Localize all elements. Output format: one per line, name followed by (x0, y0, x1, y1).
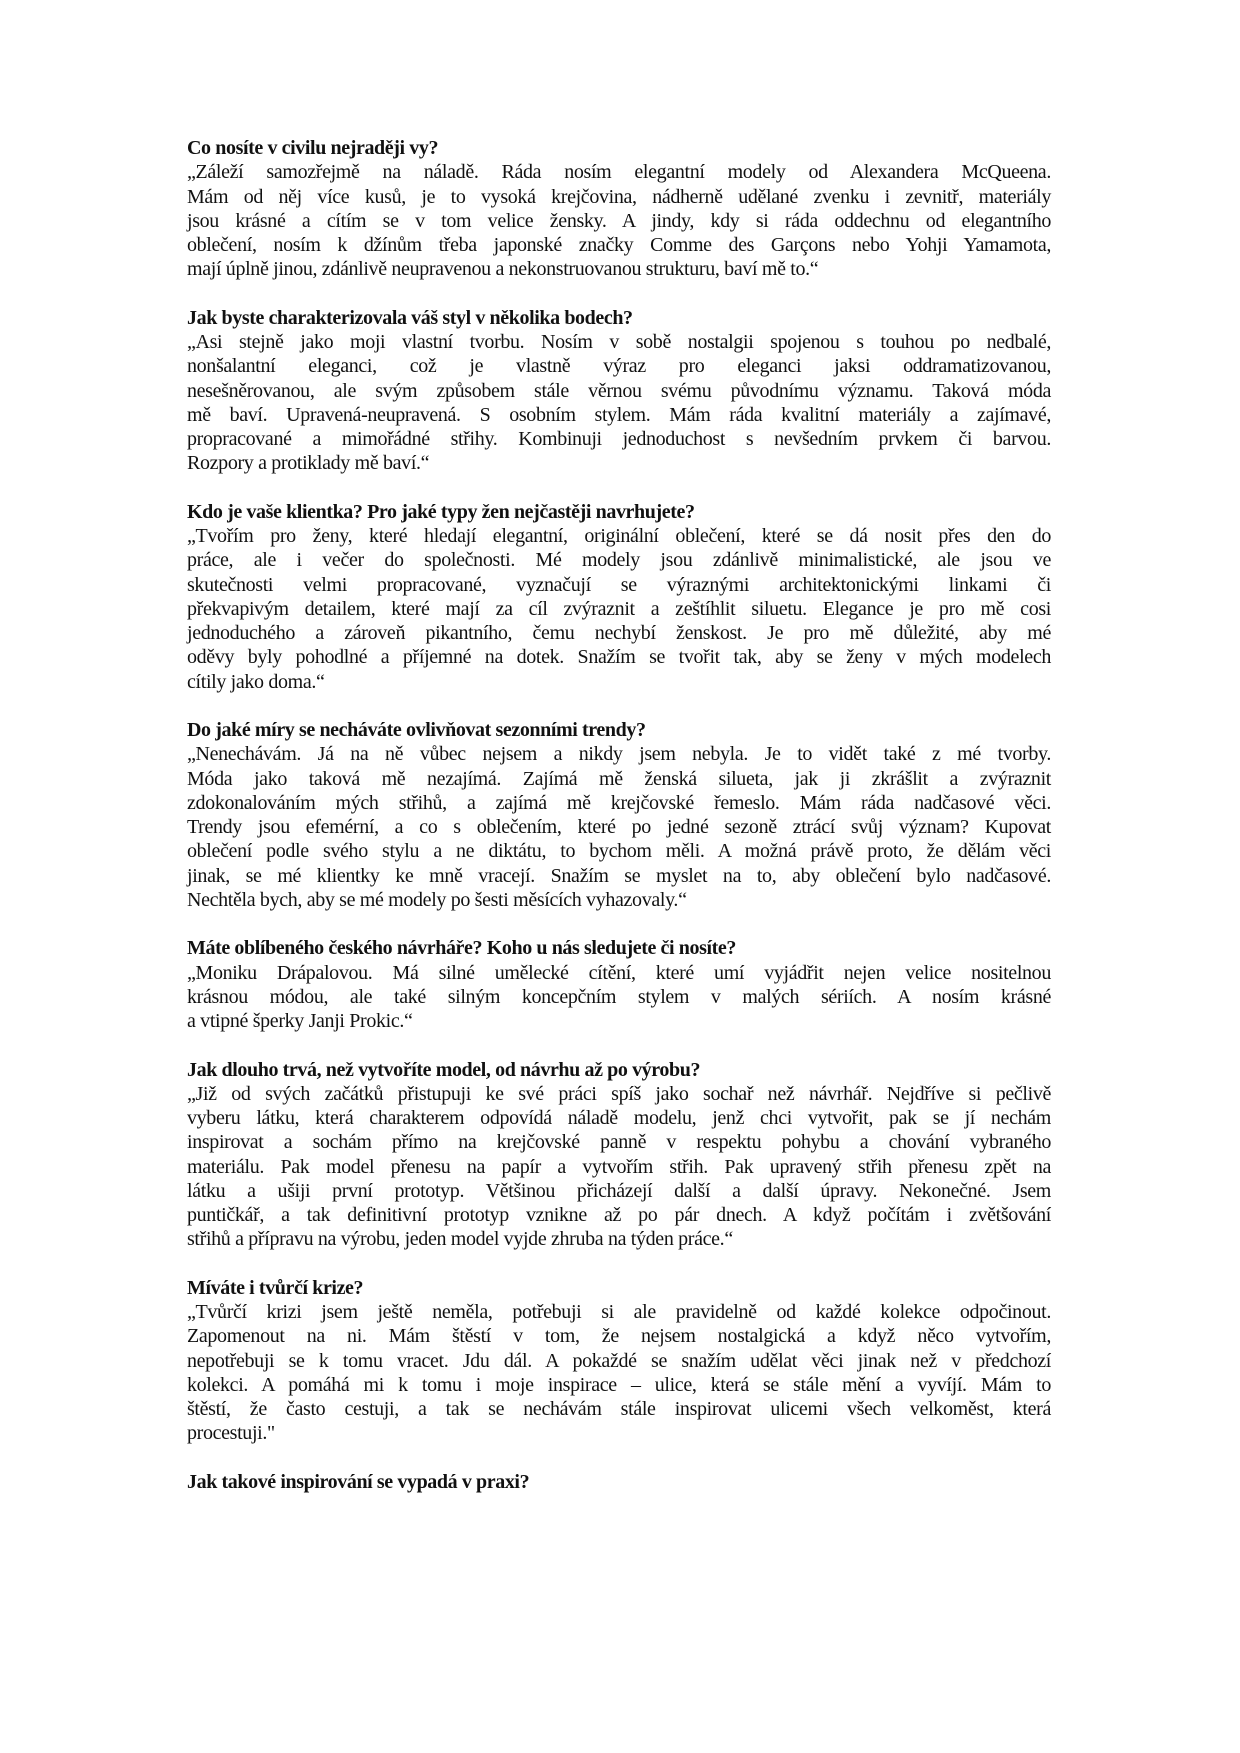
answer-line: jinak, se mé klientky ke mně vracejí. Snažím se myslet na to, aby oblečení bylo nadčasové. (187, 864, 1051, 887)
qa-section (187, 136, 1051, 282)
answer-line: „Moniku Drápalovou. Má silné umělecké cítění, které umí vyjádřit nejen velice nositelnou (187, 961, 1051, 984)
paragraph-gap (187, 912, 1051, 936)
answer-line: látku a ušiji první prototyp. Většinou přicházejí další a další úpravy. Nekonečné. Jsem (187, 1179, 1051, 1202)
paragraph-gap (187, 1033, 1051, 1057)
answer-line: a vtipné šperky Janji Prokic.“ (187, 1010, 413, 1032)
paragraph-gap (187, 694, 1051, 718)
qa-section (187, 718, 1051, 912)
answer-line: Zapomenout na ni. Mám štěstí v tom, že nejsem nostalgická a když něco vytvořím, (187, 1325, 1051, 1348)
question-heading: Jak dlouho trvá, než vytvoříte model, od návrhu až po výrobu? (187, 1058, 701, 1081)
answer-line: procestuji." (187, 1422, 275, 1445)
answer-line: Móda jako taková mě nezajímá. Zajímá mě ženská silueta, jak ji zkrášlit a zvýraznit (187, 767, 1051, 790)
qa-section (187, 936, 1051, 1033)
answer-line: mají úplně jinou, zdánlivě neupravenou a nekonstruovanou strukturu, baví mě to.“ (187, 258, 819, 281)
answer-line: „Již od svých začátků přistupuji ke své práci spíš jako sochař než návrhář. Nejdříve si pečlivě (187, 1082, 1051, 1105)
answer-line: propracované a mimořádné střihy. Kombinuji jednoduchost s nevšedním prvkem či barvou. (187, 428, 1051, 450)
answer-line: „Tvořím pro ženy, které hledají elegantní, originální oblečení, které se dá nosit přes den do (187, 525, 1051, 547)
answer-line: Rozpory a protiklady mě baví.“ (187, 452, 430, 475)
answer-line: překvapivým detailem, které mají za cíl zvýraznit a zeštíhlit siluetu. Elegance je pro mě cosi (187, 597, 1051, 620)
answer-line: kolekci. A pomáhá mi k tomu i moje inspirace – ulice, která se stále mění a vyvíjí. Mám to (187, 1373, 1051, 1396)
answer-line: štěstí, že často cestuji, a tak se nechávám stále inspirovat ulicemi všech velkoměst, která (187, 1398, 1051, 1420)
paragraph-gap (187, 1446, 1051, 1470)
answer-line: „Nenechávám. Já na ně vůbec nejsem a nikdy jsem nebyla. Je to vidět také z mé tvorby. (187, 743, 1051, 766)
answer-line: oděvy byly pohodlné a příjemné na dotek. Snažím se tvořit tak, aby se ženy v mých modelech (187, 646, 1051, 669)
answer-line: nepotřebuji se k tomu vracet. Jdu dál. A pokaždé se snažím udělat věci jinak než v předchozí (187, 1349, 1051, 1372)
answer-line: Mám od něj více kusů, je to vysoká krejčovina, nádherně udělané zvenku i zevnitř, materiály (187, 185, 1051, 208)
question-heading: Máte oblíbeného českého návrháře? Koho u nás sledujete či nosíte? (187, 937, 736, 960)
answer-line: skutečnosti velmi propracované, vyznačují se výraznými architektonickými linkami či (187, 573, 1051, 596)
answer-line: jsou krásné a cítím se v tom velice žensky. A jindy, kdy si ráda oddechnu od elegantního (187, 209, 1051, 232)
qa-section (187, 500, 1051, 694)
answer-line: puntičkář, a tak definitivní prototyp vznikne až po pár dnech. A když počítám i zvětšování (187, 1204, 1051, 1226)
answer-line: inspirovat a sochám přímo na krejčovské panně v respektu pohybu a chování vybraného (187, 1131, 1051, 1154)
question-heading: Jak byste charakterizovala váš styl v několika bodech? (187, 306, 633, 329)
answer-line: krásnou módou, ale také silným koncepčním stylem v malých sériích. A nosím krásné (187, 985, 1051, 1008)
paragraph-gap (187, 282, 1051, 306)
answer-line: oblečení, nosím k džínům třeba japonské značky Comme des Garçons nebo Yohji Yamamota, (187, 234, 1051, 256)
answer-line: vyberu látku, která charakterem odpovídá náladě modelu, jenž chci vytvořit, pak se jí nechám (187, 1107, 1051, 1129)
answer-line: cítily jako doma.“ (187, 670, 325, 693)
question-heading: Míváte i tvůrčí krize? (187, 1276, 364, 1299)
answer-line: Trendy jsou efemérní, a co s oblečením, které po jedné sezoně ztrácí svůj význam? Kupovat (187, 816, 1051, 838)
answer-line: mě baví. Upravená-neupravená. S osobním stylem. Mám ráda kvalitní materiály a zajímavé, (187, 403, 1051, 426)
qa-section (187, 1058, 1051, 1252)
qa-section (187, 1276, 1051, 1446)
qa-section (187, 306, 1051, 476)
answer-line: střihů a přípravu na výrobu, jeden model vyjde zhruba na týden práce.“ (187, 1228, 733, 1251)
paragraph-gap (187, 476, 1051, 500)
answer-line: „Záleží samozřejmě na náladě. Ráda nosím elegantní modely od Alexandera McQueena. (187, 161, 1051, 184)
answer-line: nesešněrovanou, ale svým způsobem stále věrnou svému původnímu významu. Taková móda (187, 379, 1051, 402)
paragraph-gap (187, 1252, 1051, 1276)
question-heading: Do jaké míry se necháváte ovlivňovat sezonními trendy? (187, 719, 646, 741)
answer-line: „Tvůrčí krizi jsem ještě neměla, potřebuji si ale pravidelně od každé kolekce odpočinout. (187, 1301, 1051, 1323)
answer-line: „Asi stejně jako moji vlastní tvorbu. Nosím v sobě nostalgii spojenou s touhou po nedbalé, (187, 331, 1051, 353)
answer-line: jednoduchého a zároveň pikantního, čemu nechybí ženskost. Je pro mě důležité, aby mé (187, 622, 1051, 644)
answer-line: nonšalantní eleganci, což je vlastně výraz pro eleganci jaksi oddramatizovanou, (187, 355, 1051, 378)
answer-line: práce, ale i večer do společnosti. Mé modely jsou zdánlivě minimalistické, ale jsou ve (187, 549, 1051, 572)
answer-line: oblečení podle svého stylu a ne diktátu, to bychom měli. A možná právě proto, že dělám věci (187, 840, 1051, 863)
answer-line: Nechtěla bych, aby se mé modely po šesti měsících vyhazovaly.“ (187, 888, 687, 911)
question-heading: Co nosíte v civilu nejraději vy? (187, 137, 439, 159)
question-heading: Jak takové inspirování se vypadá v praxi? (187, 1470, 530, 1493)
answer-line: zdokonalováním mých střihů, a zajímá mě krejčovské řemeslo. Mám ráda nadčasové věci. (187, 791, 1051, 814)
question-heading: Kdo je vaše klientka? Pro jaké typy žen nejčastěji navrhujete? (187, 500, 695, 523)
qa-section (187, 1470, 1051, 1494)
answer-line: materiálu. Pak model přenesu na papír a vytvořím střih. Pak upravený střih přenesu zpět na (187, 1155, 1051, 1178)
interview-text-column (187, 136, 1051, 1494)
